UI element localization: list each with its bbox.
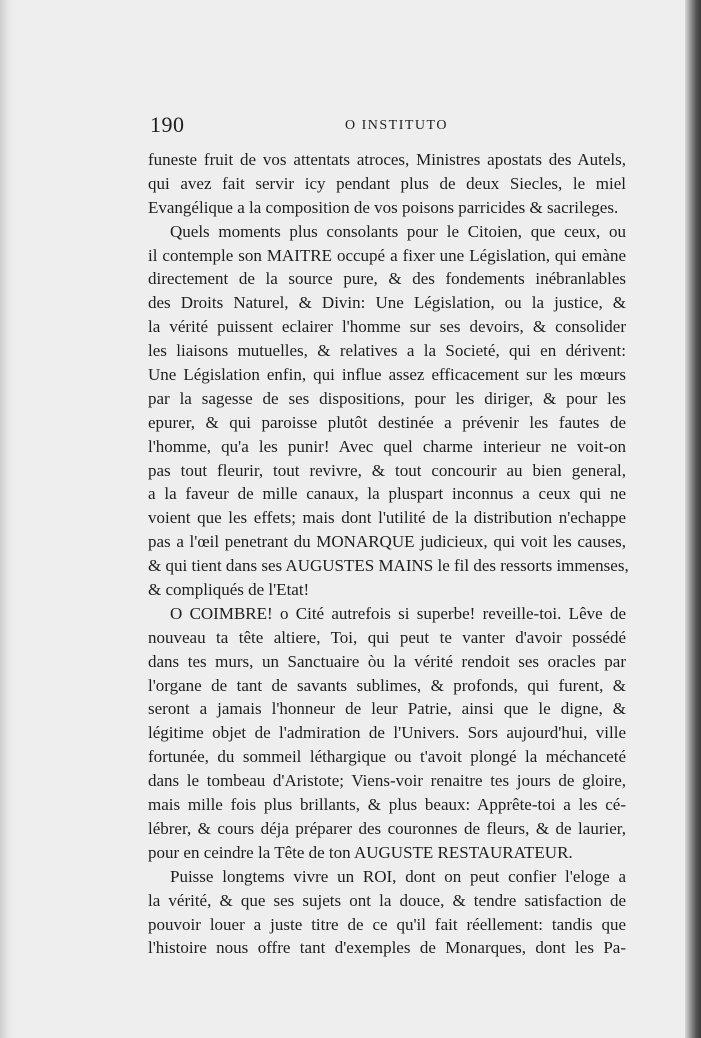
text-line: & qui tient dans ses AUGUSTES MAINS le fil des ressorts immenses, <box>148 556 629 576</box>
text-line: pas a l'œil penetrant du MONARQUE judicieux, qui voit les causes, <box>148 532 626 552</box>
text-line: directement de la source pure, & des fondements inébranlables <box>148 269 626 289</box>
paragraph-start-line: Quels moments plus consolants pour le Citoien, que ceux, ou <box>170 221 626 241</box>
text-line: qui avez fait servir icy pendant plus de deux Siecles, le miel <box>148 173 626 193</box>
text-line: l'homme, qu'a les punir! Avec quel charme interieur ne voit-on <box>148 436 626 456</box>
text-line: lébrer, & cours déja préparer des couronnes de fleurs, & de laurier, <box>148 818 626 838</box>
text-line: funeste fruit de vos attentats atroces, Ministres apostats des Autels, <box>148 150 626 169</box>
text-line: des Droits Naturel, & Divin: Une Législation, ou la justice, & <box>148 293 626 313</box>
text-line: légitime objet de l'admiration de l'Univers. Sors aujourd'hui, ville <box>148 723 626 743</box>
page-number: 190 <box>150 112 185 137</box>
text-line: la vérité puissent eclairer l'homme sur ses devoirs, & consolider <box>148 317 626 337</box>
page-header <box>150 112 625 142</box>
text-line: par la sagesse de ses dispositions, pour les diriger, & pour les <box>148 388 626 408</box>
text-line: l'organe de tant de savants sublimes, & profonds, qui furent, & <box>148 675 626 695</box>
text-line: & compliqués de l'Etat! <box>148 580 310 600</box>
text-line: la vérité, & que ses sujets ont la douce, & tendre satisfaction de <box>148 890 626 910</box>
running-title: O INSTITUTO <box>345 118 448 133</box>
text-line: dans tes murs, un Sanctuaire òu la vérité rendoit ses oracles par <box>148 651 626 671</box>
body-text <box>148 148 629 960</box>
page-edge-left <box>0 0 14 1038</box>
text-line: seront a jamais l'honneur de leur Patrie, ainsi que le digne, & <box>148 699 626 719</box>
text-line: fortunée, du sommeil léthargique ou t'avoit plongé la méchanceté <box>148 747 626 767</box>
text-line: epurer, & qui paroisse plutôt destinée a prévenir les fautes de <box>148 412 626 432</box>
text-line: Une Législation enfin, qui influe assez efficacement sur les mœurs <box>148 365 626 385</box>
paragraph-start-line: O COIMBRE! o Cité autrefois si superbe! reveille-toi. Lêve de <box>170 603 626 623</box>
text-line: pas tout fleurir, tout revivre, & tout concourir au bien general, <box>148 460 626 480</box>
text-line: les liaisons mutuelles, & relatives a la Societé, qui en dérivent: <box>148 341 626 361</box>
text-line: Evangélique a la composition de vos poisons parricides & sacrileges. <box>148 197 619 217</box>
text-line: l'histoire nous offre tant d'exemples de Monarques, dont les Pa- <box>148 938 626 958</box>
text-line: a la faveur de mille canaux, la pluspart inconnus a ceux qui ne <box>148 484 626 504</box>
text-line: voient que les effets; mais dont l'utilité de la distribution n'echappe <box>148 508 626 528</box>
text-line: il contemple son MAITRE occupé a fixer une Législation, qui emàne <box>148 245 626 265</box>
text-line: dans le tombeau d'Aristote; Viens-voir renaitre tes jours de gloire, <box>148 771 626 791</box>
text-line: mais mille fois plus brillants, & plus beaux: Apprête-toi a les cé- <box>148 795 626 815</box>
text-line: pour en ceindre la Tête de ton AUGUSTE RESTAURATEUR. <box>148 842 573 862</box>
page-edge-right <box>685 0 701 1038</box>
text-line: nouveau ta tête altiere, Toi, qui peut te vanter d'avoir possédé <box>148 627 626 647</box>
text-line: pouvoir louer a juste titre de ce qu'il fait réellement: tandis que <box>148 914 626 934</box>
paragraph-start-line: Puisse longtems vivre un ROI, dont on peut confier l'eloge a <box>170 866 626 886</box>
